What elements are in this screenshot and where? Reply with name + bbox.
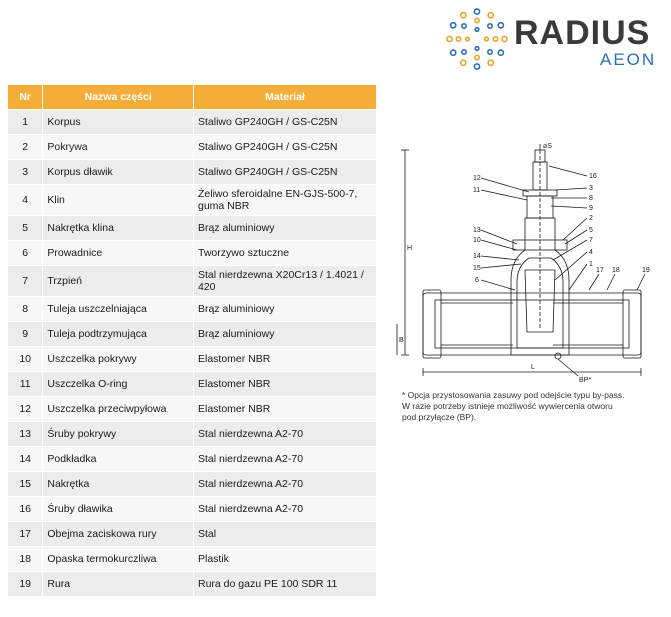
row-material: Brąz aluminiowy	[194, 216, 377, 241]
dim-bypass: BP*	[579, 377, 592, 384]
callout-4: 4	[589, 249, 593, 256]
callout-13: 13	[473, 227, 481, 234]
callout-18: 18	[612, 267, 620, 274]
table-row	[8, 160, 377, 185]
row-material: Tworzywo sztuczne	[194, 241, 377, 266]
row-name: Obejma zaciskowa rury	[43, 522, 194, 547]
row-name: Pokrywa	[43, 135, 194, 160]
table-row	[8, 322, 377, 347]
callout-8: 8	[589, 195, 593, 202]
row-name: Rura	[43, 572, 194, 597]
row-nr: 13	[8, 422, 43, 447]
callout-12: 12	[473, 175, 481, 182]
row-material: Żeliwo sferoidalne EN-GJS-500-7, guma NBR	[194, 185, 377, 216]
dim-top: ⌀S	[543, 143, 552, 150]
row-name: Uszczelka przeciwpyłowa	[43, 397, 194, 422]
callout-5: 5	[589, 227, 593, 234]
header-name: Nazwa części	[43, 85, 194, 110]
logo-subtitle: AEON	[600, 50, 657, 69]
row-name: Śruby dławika	[43, 497, 194, 522]
table-row	[8, 241, 377, 266]
callout-17: 17	[596, 267, 604, 274]
table-row	[8, 185, 377, 216]
table-row	[8, 397, 377, 422]
row-name: Podkładka	[43, 447, 194, 472]
row-nr: 19	[8, 572, 43, 597]
radius-aeon-logo	[446, 8, 661, 70]
row-material: Plastik	[194, 547, 377, 572]
row-material: Staliwo GP240GH / GS-C25N	[194, 110, 377, 135]
table-row	[8, 347, 377, 372]
callout-3: 3	[589, 185, 593, 192]
row-name: Nakrętka klina	[43, 216, 194, 241]
note-line: W razie potrzeby istnieje możliwość wywiercenia otworu	[402, 401, 613, 411]
row-name: Prowadnice	[43, 241, 194, 266]
row-material: Brąz aluminiowy	[194, 297, 377, 322]
callout-9: 9	[589, 205, 593, 212]
row-name: Korpus	[43, 110, 194, 135]
table-row	[8, 547, 377, 572]
row-material: Elastomer NBR	[194, 372, 377, 397]
table-row	[8, 522, 377, 547]
table-row	[8, 135, 377, 160]
dim-height: H	[407, 245, 413, 252]
note-line: * Opcja przystosowania zasuwy pod odejście typu by-pass.	[402, 390, 625, 400]
callout-7: 7	[589, 237, 593, 244]
table-row	[8, 216, 377, 241]
valve-outline	[397, 144, 645, 376]
callout-2: 2	[589, 215, 593, 222]
row-material: Stal nierdzewna A2-70	[194, 422, 377, 447]
row-nr: 3	[8, 160, 43, 185]
row-name: Tuleja podtrzymująca	[43, 322, 194, 347]
row-name: Śruby pokrywy	[43, 422, 194, 447]
callout-1: 1	[589, 261, 593, 268]
row-material: Elastomer NBR	[194, 347, 377, 372]
row-nr: 12	[8, 397, 43, 422]
row-material: Stal nierdzewna X20Cr13 / 1.4021 / 420	[194, 266, 377, 297]
table-row	[8, 110, 377, 135]
table-row	[8, 447, 377, 472]
table-row	[8, 266, 377, 297]
callout-15: 15	[473, 265, 481, 272]
row-nr: 15	[8, 472, 43, 497]
row-name: Nakrętka	[43, 472, 194, 497]
row-nr: 2	[8, 135, 43, 160]
callout-10: 10	[473, 237, 481, 244]
row-material: Stal nierdzewna A2-70	[194, 447, 377, 472]
table-row	[8, 497, 377, 522]
row-nr: 6	[8, 241, 43, 266]
row-nr: 1	[8, 110, 43, 135]
row-nr: 18	[8, 547, 43, 572]
table-header-row	[8, 85, 377, 110]
header-material: Materiał	[194, 85, 377, 110]
row-nr: 16	[8, 497, 43, 522]
row-name: Klin	[43, 185, 194, 216]
row-nr: 8	[8, 297, 43, 322]
row-nr: 14	[8, 447, 43, 472]
header-nr: Nr	[8, 85, 43, 110]
row-nr: 10	[8, 347, 43, 372]
row-material: Staliwo GP240GH / GS-C25N	[194, 160, 377, 185]
table-row	[8, 572, 377, 597]
row-nr: 11	[8, 372, 43, 397]
dim-base: B	[399, 337, 404, 344]
note-line: pod przyłącze (BP).	[402, 412, 477, 422]
table-row	[8, 297, 377, 322]
row-material: Stal nierdzewna A2-70	[194, 497, 377, 522]
row-nr: 9	[8, 322, 43, 347]
row-name: Trzpień	[43, 266, 194, 297]
dim-length: L	[531, 364, 535, 371]
parts-table	[7, 84, 377, 597]
row-material: Stal	[194, 522, 377, 547]
row-material: Rura do gazu PE 100 SDR 11	[194, 572, 377, 597]
row-name: Uszczelka O-ring	[43, 372, 194, 397]
row-name: Opaska termokurczliwa	[43, 547, 194, 572]
row-name: Tuleja uszczelniająca	[43, 297, 194, 322]
row-nr: 7	[8, 266, 43, 297]
row-name: Korpus dławik	[43, 160, 194, 185]
callout-6: 6	[475, 277, 479, 284]
callout-16: 16	[589, 173, 597, 180]
table-row	[8, 372, 377, 397]
row-material: Staliwo GP240GH / GS-C25N	[194, 135, 377, 160]
row-material: Elastomer NBR	[194, 397, 377, 422]
row-material: Stal nierdzewna A2-70	[194, 472, 377, 497]
table-row	[8, 472, 377, 497]
logo-ring-icon	[446, 8, 508, 70]
row-nr: 17	[8, 522, 43, 547]
row-nr: 5	[8, 216, 43, 241]
logo-title: RADIUS	[514, 14, 651, 52]
row-name: Uszczelka pokrywy	[43, 347, 194, 372]
callout-11: 11	[473, 187, 481, 194]
row-nr: 4	[8, 185, 43, 216]
valve-cross-section-drawing	[393, 140, 663, 390]
callout-19: 19	[642, 267, 650, 274]
bypass-footnote	[402, 390, 662, 423]
callout-14: 14	[473, 253, 481, 260]
row-material: Brąz aluminiowy	[194, 322, 377, 347]
table-row	[8, 422, 377, 447]
